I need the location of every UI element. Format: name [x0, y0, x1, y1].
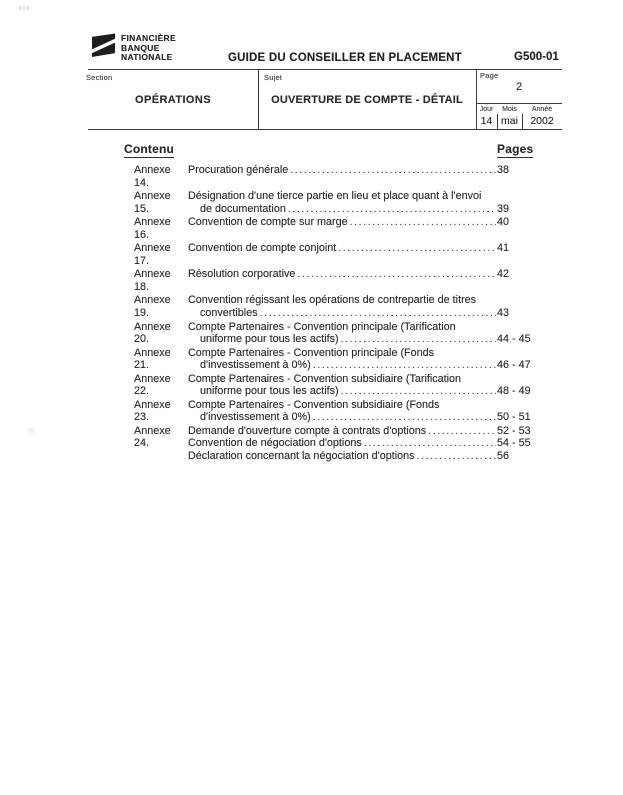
page-label: Page	[480, 71, 499, 80]
toc-entry	[134, 216, 556, 241]
subject-value: OUVERTURE DE COMPTE - DÉTAIL	[271, 94, 463, 106]
toc-page-number: 44 - 45	[497, 333, 531, 346]
toc-entry-body	[188, 425, 556, 463]
dot-leader	[341, 333, 496, 346]
toc-line-text: Convention de compte conjoint	[188, 242, 337, 255]
toc-heading: Contenu	[124, 142, 175, 156]
dot-leader	[297, 268, 496, 281]
toc-line-text: Demande d'ouverture compte à contrats d'options	[188, 424, 427, 437]
toc-line-text: Compte Partenaires - Convention subsidiaire (Tarification	[188, 372, 462, 385]
toc-entry	[134, 425, 556, 463]
toc-entry-label: Annexe 21.	[134, 346, 171, 372]
toc-page-number: 48 - 49	[497, 385, 531, 398]
toc-line	[188, 437, 556, 450]
toc-line-text: uniforme pour tous les actifs)	[200, 333, 339, 346]
toc-entry-label: Annexe 22.	[134, 372, 171, 398]
bank-flag-logo-icon	[92, 33, 115, 58]
year-value: 2002	[530, 115, 554, 127]
toc-line-text: Compte Partenaires - Convention principale (Fonds	[188, 346, 435, 359]
toc-entry-body	[188, 216, 556, 241]
toc-page-number: 41	[497, 242, 510, 255]
toc-line	[188, 164, 556, 177]
dot-leader	[290, 164, 496, 177]
toc-entry-label: Annexe 18.	[134, 268, 171, 293]
toc-line-text: Convention de compte sur marge	[188, 216, 348, 229]
toc-entry	[134, 164, 556, 189]
toc-line	[188, 411, 556, 424]
subject-label: Sujet	[264, 73, 283, 82]
toc-line	[188, 333, 556, 346]
toc-page-number: 56	[497, 450, 510, 463]
toc-line	[188, 294, 556, 307]
toc-page-number: 50 - 51	[497, 411, 531, 424]
toc-page-number: 46 - 47	[497, 359, 531, 372]
bank-name-line: NATIONALE	[121, 52, 173, 63]
toc-entry-body	[188, 373, 556, 398]
toc-entry	[134, 190, 556, 215]
bank-name-line: FINANCIÈRE	[121, 33, 176, 43]
dot-leader	[428, 425, 496, 438]
page-box-divider	[476, 103, 562, 104]
toc-entry-body	[188, 321, 556, 346]
day-label: Jour	[479, 106, 494, 113]
toc-line-text: Compte Partenaires - Convention principale (Tarification	[188, 320, 456, 333]
dot-leader	[260, 307, 496, 320]
toc-entry-body	[188, 190, 556, 215]
section-label: Section	[86, 73, 113, 82]
dot-leader	[364, 437, 496, 450]
toc-entry-label: Annexe 24.	[134, 424, 171, 450]
dot-leader	[341, 385, 496, 398]
toc-entry	[134, 321, 556, 346]
toc-page-number: 40	[497, 216, 510, 229]
toc-page-number: 43	[497, 307, 510, 320]
toc-line	[188, 425, 556, 438]
toc-entry	[134, 399, 556, 424]
toc-line	[188, 321, 556, 334]
bank-name-line: BANQUE	[121, 42, 160, 53]
header-rule-bottom	[88, 129, 562, 130]
toc-list	[134, 164, 556, 464]
toc-line-text: Déclaration concernant la négociation d'options	[188, 450, 415, 463]
toc-line-text: Désignation d'une tierce partie en lieu et place quant à l'envoi	[188, 190, 482, 203]
year-label: Année	[531, 106, 553, 113]
scan-artifact	[28, 428, 35, 433]
toc-line	[188, 242, 556, 255]
toc-line	[188, 307, 556, 320]
toc-entry-body	[188, 242, 556, 267]
toc-entry-body	[188, 399, 556, 424]
toc-line	[188, 359, 556, 372]
scan-artifact	[19, 6, 30, 10]
toc-entry-label: Annexe 16.	[134, 216, 171, 241]
toc-line	[188, 450, 556, 463]
dot-leader	[313, 411, 496, 424]
toc-entry	[134, 268, 556, 293]
toc-line-text: de documentation	[200, 202, 286, 215]
toc-entry-label: Annexe 14.	[134, 164, 171, 189]
toc-entry-body	[188, 294, 556, 319]
toc-line-text: convertibles	[200, 307, 258, 320]
toc-entry-label: Annexe 23.	[134, 398, 171, 424]
toc-entry	[134, 294, 556, 319]
toc-entry-body	[188, 164, 556, 189]
dot-leader	[338, 242, 496, 255]
page-number: 2	[515, 81, 523, 93]
section-value: OPÉRATIONS	[135, 94, 211, 106]
toc-line-text: d'investissement à 0%)	[200, 411, 311, 424]
pages-heading: Pages	[497, 142, 534, 156]
day-value: 14	[480, 115, 493, 127]
month-value: mai	[501, 115, 518, 127]
toc-line	[188, 190, 556, 203]
toc-entry-label: Annexe 15.	[134, 190, 171, 215]
toc-line-text: Convention de négociation d'options	[188, 437, 362, 450]
toc-line	[188, 347, 556, 360]
toc-line-text: d'investissement à 0%)	[200, 359, 311, 372]
toc-line-text: Compte Partenaires - Convention subsidiaire (Fonds	[188, 398, 440, 411]
toc-entry	[134, 347, 556, 372]
toc-entry-label: Annexe 20.	[134, 320, 171, 346]
toc-line-text: Convention régissant les opérations de contrepartie de titres	[188, 294, 477, 307]
bank-name	[121, 34, 176, 63]
dot-leader	[417, 450, 496, 463]
dot-leader	[350, 216, 496, 229]
toc-page-number: 52 - 53	[497, 424, 531, 437]
toc-entry-label: Annexe 19.	[134, 294, 171, 320]
toc-entry-label: Annexe 17.	[134, 242, 171, 267]
toc-page-number: 38	[497, 164, 510, 176]
toc-line-text: Résolution corporative	[188, 268, 296, 281]
toc-line	[188, 268, 556, 281]
toc-line	[188, 373, 556, 386]
toc-page-number: 54 - 55	[497, 437, 531, 450]
toc-line-text: Procuration générale	[188, 164, 289, 176]
month-label: Mois	[502, 106, 517, 113]
toc-page-number: 42	[497, 268, 510, 281]
header-rule-top	[88, 69, 562, 70]
toc-entry	[134, 373, 556, 398]
toc-page-number: 39	[497, 202, 510, 215]
dot-leader	[313, 359, 496, 372]
toc-line	[188, 216, 556, 229]
toc-entry-body	[188, 268, 556, 293]
document-title: GUIDE DU CONSEILLER EN PLACEMENT	[228, 52, 462, 64]
toc-entry	[134, 242, 556, 267]
document-code: G500-01	[514, 51, 559, 63]
toc-line	[188, 385, 556, 398]
toc-line	[188, 203, 556, 216]
toc-line	[188, 399, 556, 412]
toc-entry-body	[188, 347, 556, 372]
dot-leader	[288, 203, 496, 216]
toc-line-text: uniforme pour tous les actifs)	[200, 385, 339, 398]
